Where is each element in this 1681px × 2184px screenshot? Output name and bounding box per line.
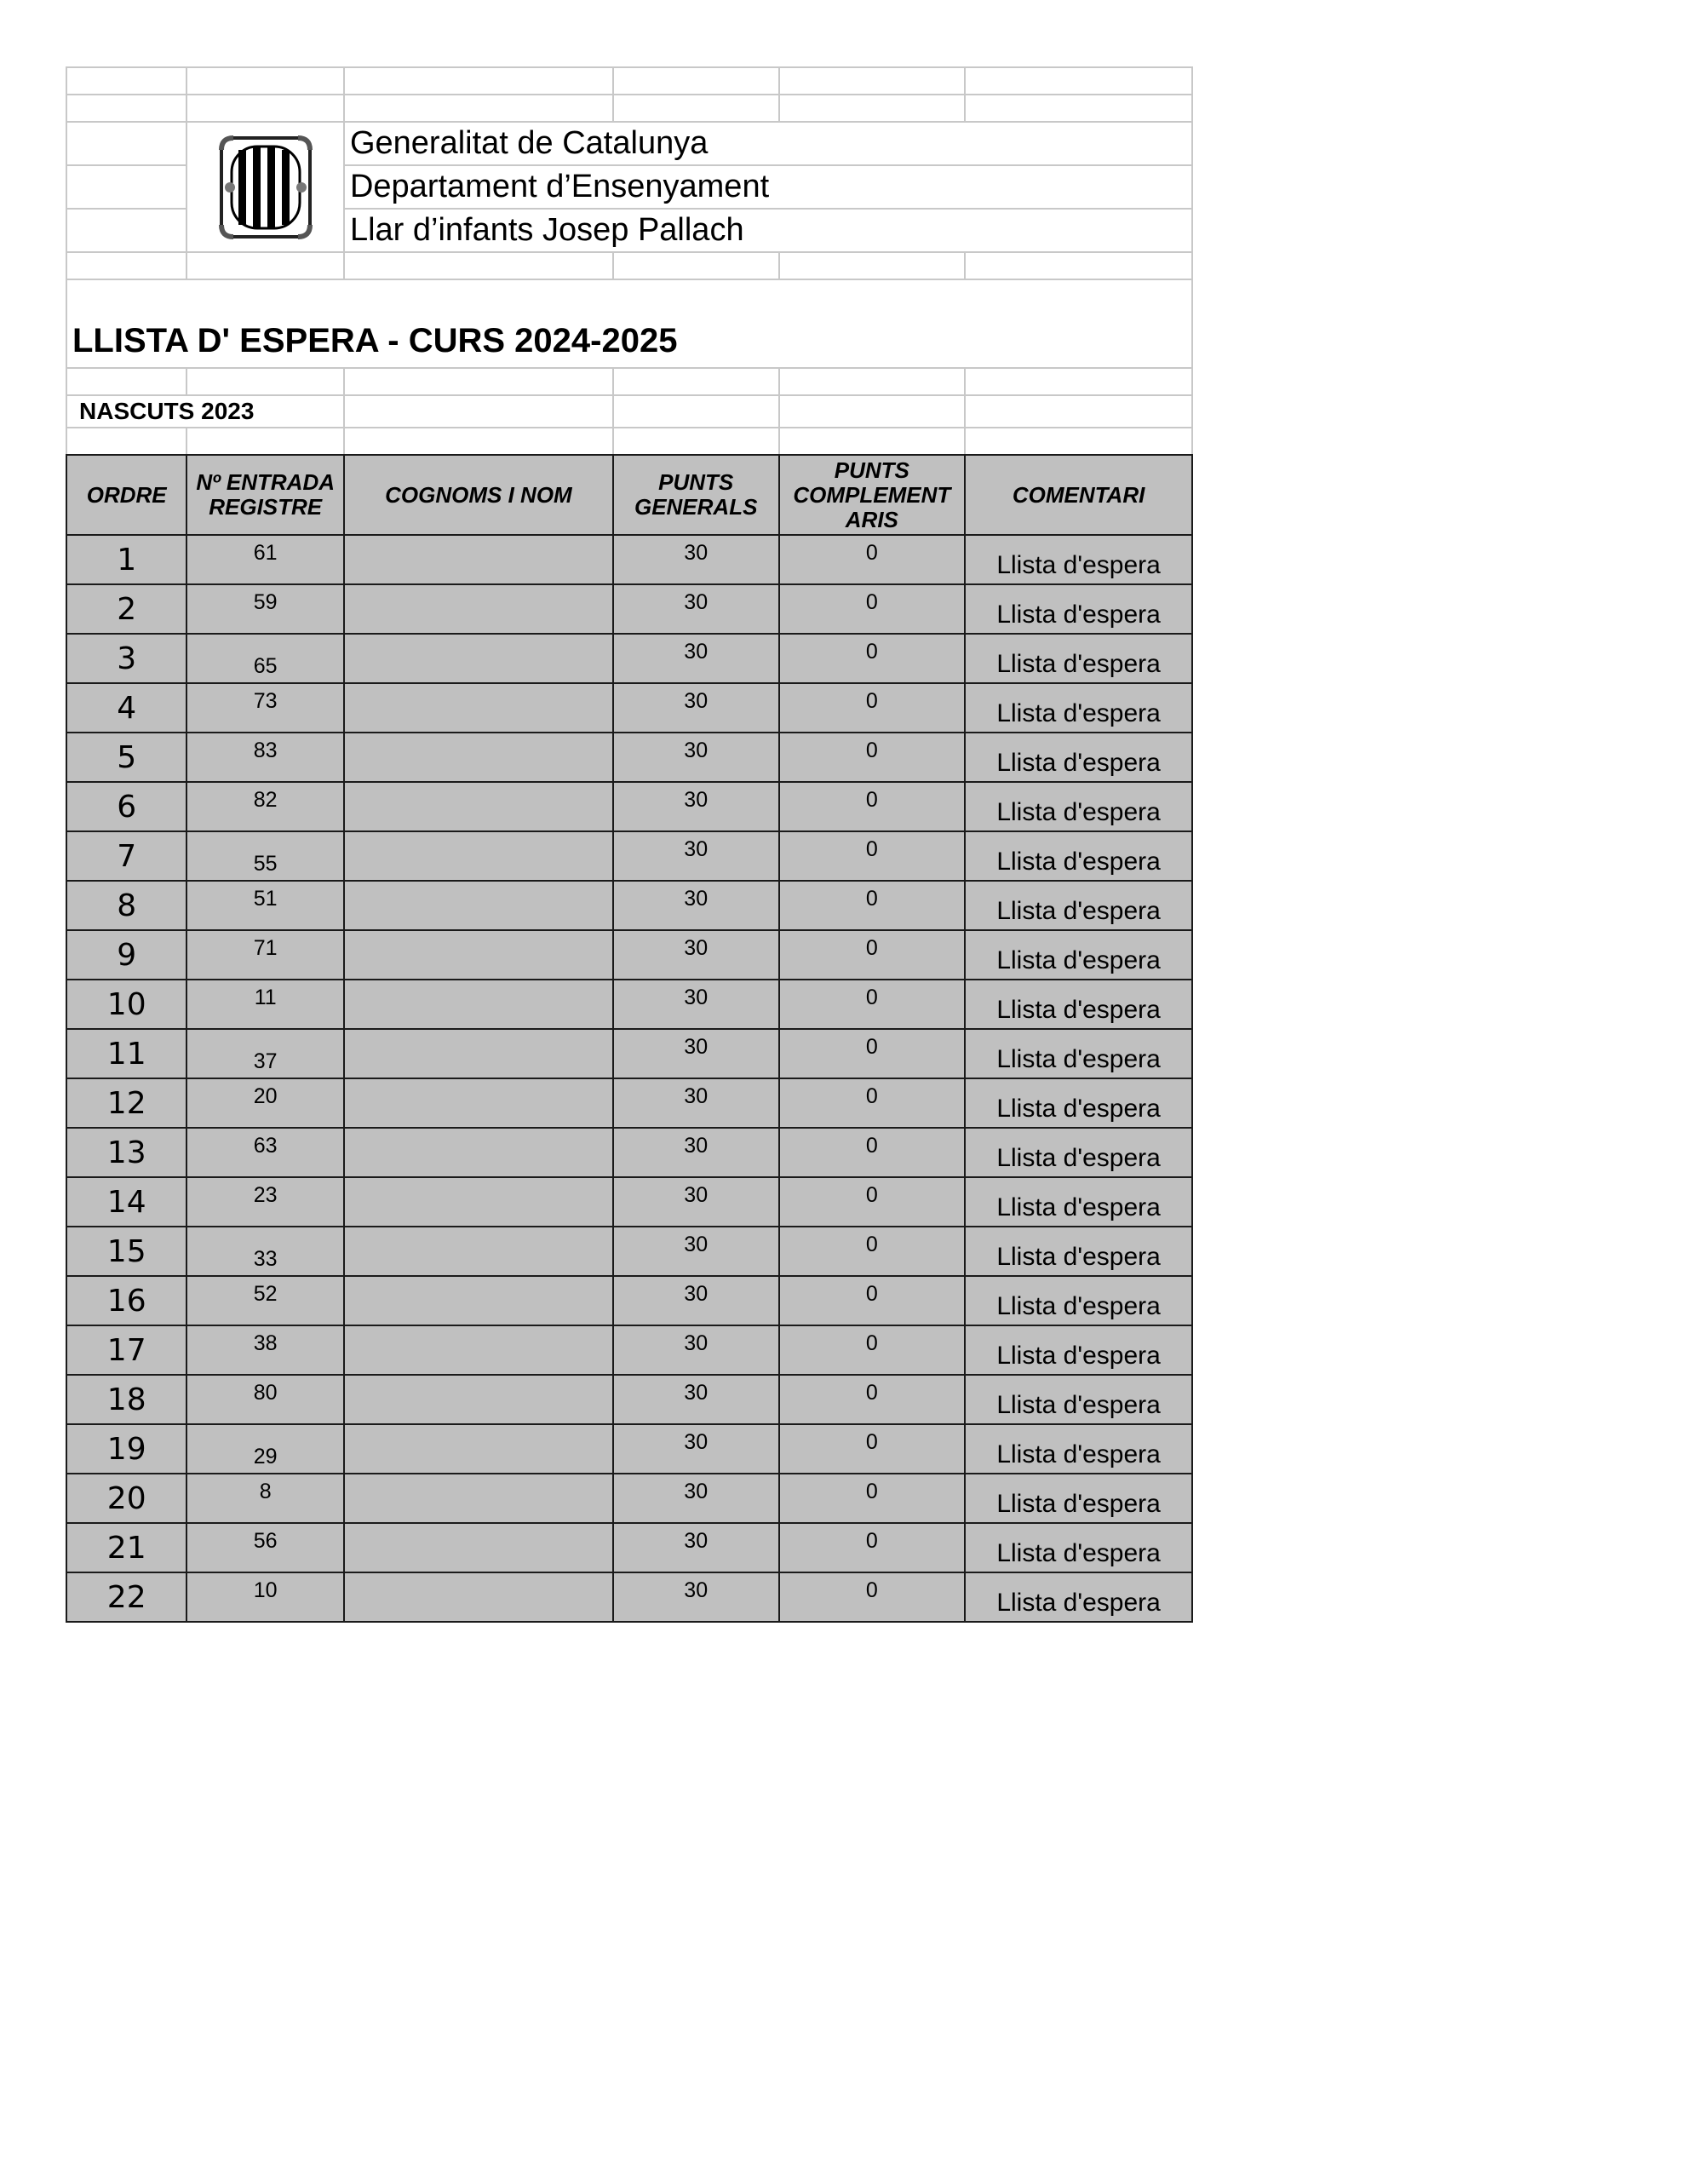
cell-comentari: Llista d'espera xyxy=(965,980,1192,1029)
cell-generals: 30 xyxy=(613,930,779,980)
cell-ordre: 4 xyxy=(66,683,186,733)
cell-entrada: 37 xyxy=(186,1029,344,1078)
cell-nom xyxy=(344,980,613,1029)
cell-complementaris: 0 xyxy=(779,634,966,683)
cell-entrada: 23 xyxy=(186,1177,344,1227)
cell-complementaris: 0 xyxy=(779,1572,966,1622)
column-header-generals: PUNTS GENERALS xyxy=(613,455,779,535)
cell-generals: 30 xyxy=(613,1474,779,1523)
cell-entrada: 73 xyxy=(186,683,344,733)
cell-entrada: 80 xyxy=(186,1375,344,1424)
cell-ordre: 10 xyxy=(66,980,186,1029)
cell-complementaris: 0 xyxy=(779,733,966,782)
cell-nom xyxy=(344,782,613,831)
cell-generals: 30 xyxy=(613,733,779,782)
cell-ordre: 6 xyxy=(66,782,186,831)
table-row xyxy=(66,1572,1192,1622)
cell-nom xyxy=(344,683,613,733)
cell-complementaris: 0 xyxy=(779,930,966,980)
cell-generals: 30 xyxy=(613,1325,779,1375)
cell-comentari: Llista d'espera xyxy=(965,683,1192,733)
cell-comentari: Llista d'espera xyxy=(965,1523,1192,1572)
table-row xyxy=(66,930,1192,980)
cell-nom xyxy=(344,733,613,782)
column-header-ordre: ORDRE xyxy=(66,455,186,535)
cell-complementaris: 0 xyxy=(779,1474,966,1523)
cell-entrada: 83 xyxy=(186,733,344,782)
cell-ordre: 18 xyxy=(66,1375,186,1424)
cell-complementaris: 0 xyxy=(779,881,966,930)
org-line-school: Llar d’infants Josep Pallach xyxy=(344,209,1192,252)
cell-complementaris: 0 xyxy=(779,1375,966,1424)
cell-ordre: 19 xyxy=(66,1424,186,1474)
cell-comentari: Llista d'espera xyxy=(965,782,1192,831)
cell-comentari: Llista d'espera xyxy=(965,831,1192,881)
cell-complementaris: 0 xyxy=(779,1029,966,1078)
cell-nom xyxy=(344,1276,613,1325)
table-row xyxy=(66,1128,1192,1177)
cell-comentari: Llista d'espera xyxy=(965,535,1192,584)
cell-ordre: 12 xyxy=(66,1078,186,1128)
cell-comentari: Llista d'espera xyxy=(965,1227,1192,1276)
cell-complementaris: 0 xyxy=(779,1227,966,1276)
cell-nom xyxy=(344,1325,613,1375)
cell-comentari: Llista d'espera xyxy=(965,634,1192,683)
cell-generals: 30 xyxy=(613,881,779,930)
cell-ordre: 14 xyxy=(66,1177,186,1227)
table-row xyxy=(66,584,1192,634)
cell-ordre: 9 xyxy=(66,930,186,980)
table-row xyxy=(66,1325,1192,1375)
cell-entrada: 11 xyxy=(186,980,344,1029)
cell-entrada: 55 xyxy=(186,831,344,881)
spreadsheet-page xyxy=(66,66,1193,1623)
cell-generals: 30 xyxy=(613,1572,779,1622)
cell-nom xyxy=(344,831,613,881)
cell-complementaris: 0 xyxy=(779,782,966,831)
cell-generals: 30 xyxy=(613,1523,779,1572)
cell-nom xyxy=(344,634,613,683)
table-row xyxy=(66,980,1192,1029)
cell-generals: 30 xyxy=(613,1276,779,1325)
cell-ordre: 1 xyxy=(66,535,186,584)
cell-generals: 30 xyxy=(613,634,779,683)
column-header-complementaris: PUNTS COMPLEMENT ARIS xyxy=(779,455,966,535)
cell-comentari: Llista d'espera xyxy=(965,1325,1192,1375)
cell-comentari: Llista d'espera xyxy=(965,1078,1192,1128)
table-row xyxy=(66,1424,1192,1474)
table-header-row xyxy=(66,455,1192,535)
cell-nom xyxy=(344,881,613,930)
cell-generals: 30 xyxy=(613,782,779,831)
column-header-nom: COGNOMS I NOM xyxy=(344,455,613,535)
cell-entrada: 61 xyxy=(186,535,344,584)
cell-nom xyxy=(344,930,613,980)
cell-nom xyxy=(344,1078,613,1128)
cell-complementaris: 0 xyxy=(779,1177,966,1227)
cell-nom xyxy=(344,535,613,584)
cell-complementaris: 0 xyxy=(779,535,966,584)
table-row xyxy=(66,1227,1192,1276)
cell-complementaris: 0 xyxy=(779,1424,966,1474)
table-row xyxy=(66,1029,1192,1078)
cell-generals: 30 xyxy=(613,1227,779,1276)
cell-comentari: Llista d'espera xyxy=(965,1375,1192,1424)
table-row xyxy=(66,634,1192,683)
cell-entrada: 82 xyxy=(186,782,344,831)
cell-complementaris: 0 xyxy=(779,584,966,634)
cell-generals: 30 xyxy=(613,1177,779,1227)
cell-entrada: 63 xyxy=(186,1128,344,1177)
table-row xyxy=(66,683,1192,733)
cell-generals: 30 xyxy=(613,831,779,881)
cell-generals: 30 xyxy=(613,1424,779,1474)
cell-ordre: 20 xyxy=(66,1474,186,1523)
cell-ordre: 13 xyxy=(66,1128,186,1177)
cell-entrada: 38 xyxy=(186,1325,344,1375)
cell-generals: 30 xyxy=(613,1078,779,1128)
cell-generals: 30 xyxy=(613,980,779,1029)
cell-ordre: 3 xyxy=(66,634,186,683)
cell-entrada: 56 xyxy=(186,1523,344,1572)
generalitat-coat-of-arms-icon xyxy=(218,135,313,240)
cell-entrada: 71 xyxy=(186,930,344,980)
cell-nom xyxy=(344,1177,613,1227)
table-row xyxy=(66,1474,1192,1523)
cell-ordre: 17 xyxy=(66,1325,186,1375)
cell-entrada: 59 xyxy=(186,584,344,634)
table-row xyxy=(66,1375,1192,1424)
cell-complementaris: 0 xyxy=(779,980,966,1029)
logo-cell xyxy=(186,122,344,252)
cell-nom xyxy=(344,1572,613,1622)
cell-ordre: 11 xyxy=(66,1029,186,1078)
cell-comentari: Llista d'espera xyxy=(965,1276,1192,1325)
cell-entrada: 52 xyxy=(186,1276,344,1325)
column-header-comentari: COMENTARI xyxy=(965,455,1192,535)
cell-entrada: 20 xyxy=(186,1078,344,1128)
cell-nom xyxy=(344,1128,613,1177)
cell-complementaris: 0 xyxy=(779,1128,966,1177)
cell-entrada: 33 xyxy=(186,1227,344,1276)
cell-ordre: 7 xyxy=(66,831,186,881)
cell-comentari: Llista d'espera xyxy=(965,1572,1192,1622)
cell-comentari: Llista d'espera xyxy=(965,881,1192,930)
cell-nom xyxy=(344,1424,613,1474)
cell-generals: 30 xyxy=(613,1029,779,1078)
cell-entrada: 65 xyxy=(186,634,344,683)
cell-entrada: 10 xyxy=(186,1572,344,1622)
cell-entrada: 29 xyxy=(186,1424,344,1474)
cell-generals: 30 xyxy=(613,1128,779,1177)
table-row xyxy=(66,1523,1192,1572)
table-row xyxy=(66,1078,1192,1128)
cell-generals: 30 xyxy=(613,683,779,733)
cell-ordre: 15 xyxy=(66,1227,186,1276)
waiting-list-table xyxy=(66,454,1193,1623)
page-subtitle: NASCUTS 2023 xyxy=(66,395,344,428)
table-row xyxy=(66,782,1192,831)
table-row xyxy=(66,733,1192,782)
cell-complementaris: 0 xyxy=(779,683,966,733)
cell-ordre: 2 xyxy=(66,584,186,634)
table-row xyxy=(66,1276,1192,1325)
cell-comentari: Llista d'espera xyxy=(965,1474,1192,1523)
cell-ordre: 5 xyxy=(66,733,186,782)
cell-nom xyxy=(344,1375,613,1424)
cell-nom xyxy=(344,584,613,634)
cell-entrada: 51 xyxy=(186,881,344,930)
cell-nom xyxy=(344,1029,613,1078)
cell-ordre: 22 xyxy=(66,1572,186,1622)
cell-complementaris: 0 xyxy=(779,1325,966,1375)
cell-comentari: Llista d'espera xyxy=(965,1128,1192,1177)
table-row xyxy=(66,831,1192,881)
cell-generals: 30 xyxy=(613,535,779,584)
org-line-generalitat: Generalitat de Catalunya xyxy=(344,122,1192,165)
table-row xyxy=(66,535,1192,584)
cell-complementaris: 0 xyxy=(779,1523,966,1572)
table-row xyxy=(66,1177,1192,1227)
cell-ordre: 21 xyxy=(66,1523,186,1572)
cell-complementaris: 0 xyxy=(779,1078,966,1128)
cell-comentari: Llista d'espera xyxy=(965,1029,1192,1078)
cell-generals: 30 xyxy=(613,1375,779,1424)
cell-comentari: Llista d'espera xyxy=(965,1177,1192,1227)
cell-comentari: Llista d'espera xyxy=(965,930,1192,980)
cell-ordre: 16 xyxy=(66,1276,186,1325)
cell-complementaris: 0 xyxy=(779,1276,966,1325)
cell-nom xyxy=(344,1227,613,1276)
column-header-entrada: Nº ENTRADA REGISTRE xyxy=(186,455,344,535)
cell-ordre: 8 xyxy=(66,881,186,930)
org-line-department: Departament d’Ensenyament xyxy=(344,165,1192,209)
cell-generals: 30 xyxy=(613,584,779,634)
cell-nom xyxy=(344,1523,613,1572)
cell-entrada: 8 xyxy=(186,1474,344,1523)
cell-comentari: Llista d'espera xyxy=(965,733,1192,782)
cell-comentari: Llista d'espera xyxy=(965,584,1192,634)
cell-nom xyxy=(344,1474,613,1523)
cell-complementaris: 0 xyxy=(779,831,966,881)
table-row xyxy=(66,881,1192,930)
page-title: LLISTA D' ESPERA - CURS 2024-2025 xyxy=(66,279,1192,368)
cell-comentari: Llista d'espera xyxy=(965,1424,1192,1474)
header-grid xyxy=(66,66,1193,456)
